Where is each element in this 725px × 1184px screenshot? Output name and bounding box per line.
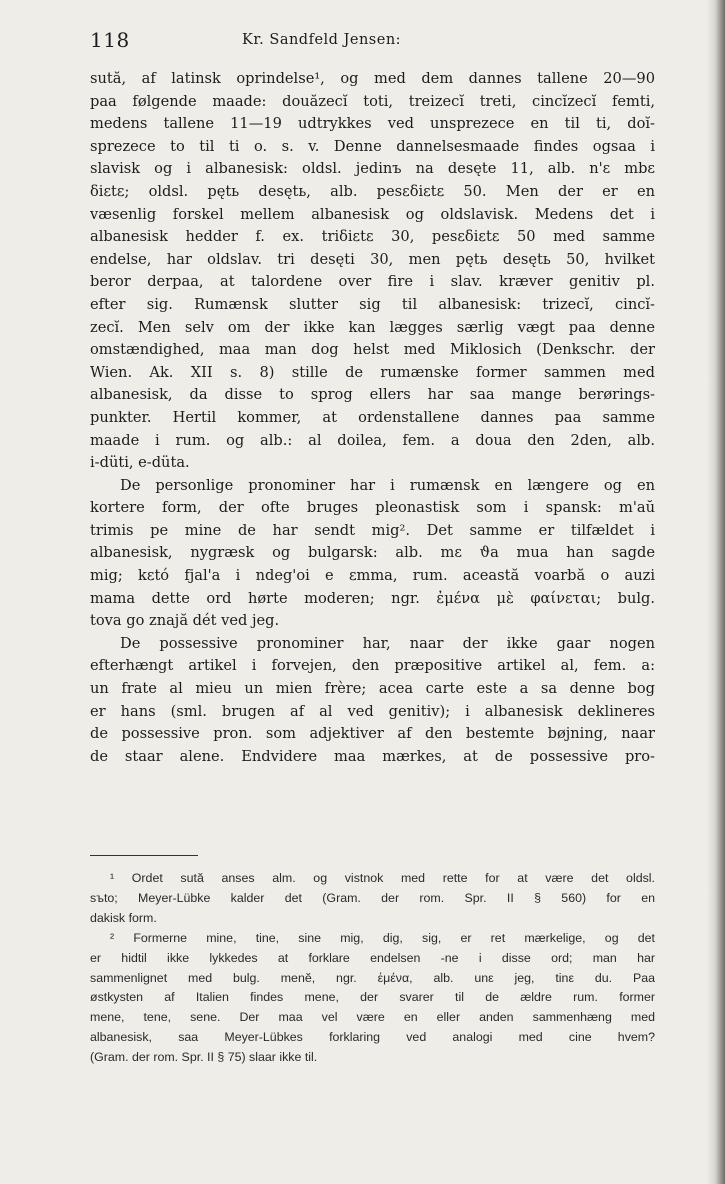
footnote-line: ² Formerne mine, tine, sine mig, dig, sig, er ret mærkelige, og det: [110, 930, 655, 945]
body-line: sprezece to til ti o. s. v. Denne dannelsesmaade findes ogsaa i: [90, 137, 655, 155]
body-line: efterhængt artikel i forvejen, den præpositive artikel al, fem. a:: [90, 657, 655, 675]
body-line: albanesisk, da disse to sprog ellers har saa mange berørings-: [90, 386, 655, 404]
footnote-line: østkysten af Italien findes mene, der svarer til de ældre rum. former: [90, 990, 655, 1005]
footnote-line: mene, tene, sene. Der maa vel være en eller anden sammenhæng med: [90, 1010, 655, 1025]
body-line: δiεtε; oldsl. pętь desętь, alb. pesεδiεtε 50. Men der er en: [90, 182, 655, 200]
body-line: De personlige pronominer har i rumænsk en længere og en: [120, 476, 655, 494]
body-line: de staar alene. Endvidere maa mærkes, at de possessive pro-: [90, 747, 655, 765]
body-line: De possessive pronominer har, naar der ikke gaar nogen: [120, 634, 655, 652]
body-line: un frate al mieu un mien frère; acea carte este a sa denne bog: [90, 680, 655, 698]
footnote-line: sammenlignet med bulg. menĕ, ngr. ἐμένα, alb. unε jeg, tinε du. Paa: [90, 970, 655, 985]
body-line: er hans (sml. brugen af al ved genitiv); i albanesisk deklineres: [90, 702, 655, 720]
body-line: endelse, har oldslav. tri desęti 30, men pętь desętь 50, hvilket: [90, 250, 655, 268]
body-line: trimis pe mine de har sendt mig². Det samme er tilfældet i: [90, 521, 655, 539]
body-line: efter sig. Rumænsk slutter sig til albanesisk: trizecĭ, cincĭ-: [90, 295, 655, 313]
page-header: [90, 28, 650, 62]
footnote-line: ¹ Ordet sută anses alm. og vistnok med rette for at være det oldsl.: [110, 871, 655, 885]
body-line: albanesisk, nygræsk og bulgarsk: alb. mɛ ϑa mua han sagde: [90, 544, 655, 562]
footnote-divider: [90, 855, 198, 856]
body-text: [90, 68, 655, 768]
body-line: punkter. Hertil kommer, at ordenstallene dannes paa samme: [90, 408, 655, 426]
body-line: kortere form, der ofte bruges pleonastisk som i spansk: m'aŭ: [90, 499, 655, 517]
body-line: beror derpaa, at talordene over fire i slav. kræver genitiv pl.: [90, 273, 655, 291]
body-line: i-düti, e-düta.: [90, 454, 190, 472]
body-line: de possessive pron. som adjektiver af den bestemte bøjning, naar: [90, 725, 655, 743]
body-line: zecĭ. Men selv om der ikke kan lægges særlig vægt paa denne: [90, 318, 655, 336]
footnote-line: dakisk form.: [90, 910, 157, 925]
body-line: mig; kεtó fjal'a i ndeg'oi e εmma, rum. această voarbă o auzi: [90, 567, 655, 585]
body-line: væsenlig forskel mellem albanesisk og oldslavisk. Medens det i: [90, 205, 655, 223]
body-line: slavisk og i albanesisk: oldsl. jedinъ na desęte 11, alb. n'ɛ mbɛ: [90, 160, 655, 178]
body-line: albanesisk hedder f. ex. triδiεtε 30, pesεδiεtε 50 med samme: [90, 228, 655, 246]
page-number: 118: [90, 28, 130, 52]
body-line: sută, af latinsk oprindelse¹, og med dem dannes tallene 20—90: [90, 70, 655, 87]
page-edge-shadow: [707, 0, 725, 1184]
footnote-line: albanesisk, saa Meyer-Lübkes forklaring ved analogi med cine hvem?: [90, 1030, 655, 1045]
body-line: maade i rum. og alb.: al doilea, fem. a doua den 2den, alb.: [90, 431, 655, 449]
footnote-line: (Gram. der rom. Spr. II § 75) slaar ikke til.: [90, 1050, 318, 1065]
footnote-line: er hidtil ikke lykkedes at forklare endelsen -ne i disse ord; man har: [90, 950, 655, 965]
body-line: mama dette ord hørte moderen; ngr. ἐμένα μὲ φαίνεται; bulg.: [90, 589, 655, 607]
body-line: medens tallene 11—19 udtrykkes ved unsprezece en til ti, doĭ-: [90, 115, 655, 133]
body-line: Wien. Ak. XII s. 8) stille de rumænske former sammen med: [90, 363, 655, 381]
footnote-line: sъto; Meyer-Lübke kalder det (Gram. der rom. Spr. II § 560) for en: [90, 890, 655, 905]
body-line: tova go znajă dét ved jeg.: [90, 612, 280, 630]
body-line: omstændighed, maa man dog helst med Miklosich (Denkschr. der: [90, 341, 655, 359]
footnotes: [90, 869, 655, 1068]
body-line: paa følgende maade: douăzecĭ toti, treizecĭ treti, cincĭzecĭ femti,: [90, 92, 655, 110]
running-head: Kr. Sandfeld Jensen:: [242, 32, 402, 48]
